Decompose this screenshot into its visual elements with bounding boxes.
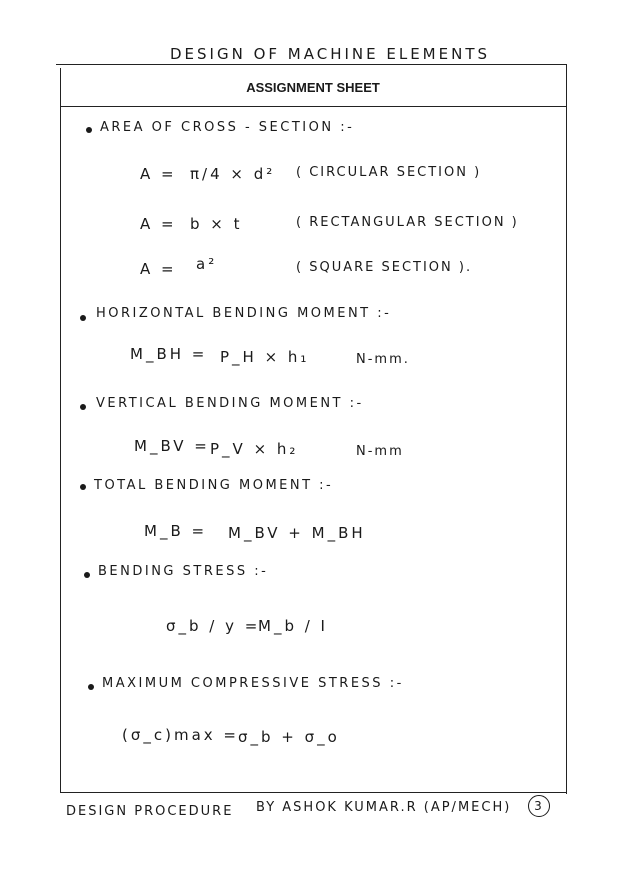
equation-note: ( RECTANGULAR SECTION ) (296, 215, 519, 230)
bullet-icon (80, 484, 86, 490)
equation-rhs: b × t (190, 215, 243, 233)
equation-rhs: P_H × h₁ (220, 348, 310, 366)
section-heading-total: TOTAL BENDING MOMENT :- (94, 478, 334, 493)
equation-note: N-mm. (356, 352, 410, 367)
equation-lhs: A = (140, 215, 177, 233)
frame-top-line (56, 64, 566, 65)
equation-lhs: A = (140, 260, 177, 278)
equation-rhs: M_BV + M_BH (228, 524, 366, 542)
equation-rhs: P_V × h₂ (210, 440, 299, 458)
page-number: 3 (528, 795, 550, 817)
equation-note: N-mm (356, 444, 404, 459)
section-heading-vertical: VERTICAL BENDING MOMENT :- (96, 396, 364, 411)
frame-left-line (60, 68, 61, 793)
footer-left-text: DESIGN PROCEDURE (66, 804, 234, 819)
section-heading-horizontal: HORIZONTAL BENDING MOMENT :- (96, 306, 392, 321)
equation-rhs: σ_b + σ_o (238, 728, 340, 746)
equation-lhs: M_BH = (130, 345, 208, 363)
sheet-title: ASSIGNMENT SHEET (246, 80, 380, 95)
footer-author: BY ASHOK KUMAR.R (AP/MECH) (256, 800, 512, 815)
page-header-title: DESIGN OF MACHINE ELEMENTS (170, 45, 491, 63)
bullet-icon (80, 315, 86, 321)
bullet-icon (88, 684, 94, 690)
equation-lhs: σ_b / y = (166, 617, 261, 635)
bullet-icon (80, 404, 86, 410)
equation-rhs: π/4 × d² (190, 165, 276, 183)
equation-lhs: M_B = (144, 522, 208, 540)
section-heading-max-compressive: MAXIMUM COMPRESSIVE STRESS :- (102, 676, 404, 691)
equation-note: ( CIRCULAR SECTION ) (296, 165, 482, 180)
equation-note: ( SQUARE SECTION ). (296, 260, 473, 275)
equation-lhs: (σ_c)max = (122, 726, 239, 744)
frame-right-line (566, 64, 567, 794)
bullet-icon (84, 572, 90, 578)
frame-bottom-line (60, 792, 566, 793)
section-heading-bending-stress: BENDING STRESS :- (98, 564, 269, 579)
equation-rhs: a² (196, 255, 218, 273)
bullet-icon (86, 127, 92, 133)
equation-lhs: M_BV = (134, 437, 210, 455)
equation-rhs: M_b / I (258, 617, 328, 635)
equation-lhs: A = (140, 165, 177, 183)
section-heading-area: AREA OF CROSS - SECTION :- (100, 120, 355, 135)
